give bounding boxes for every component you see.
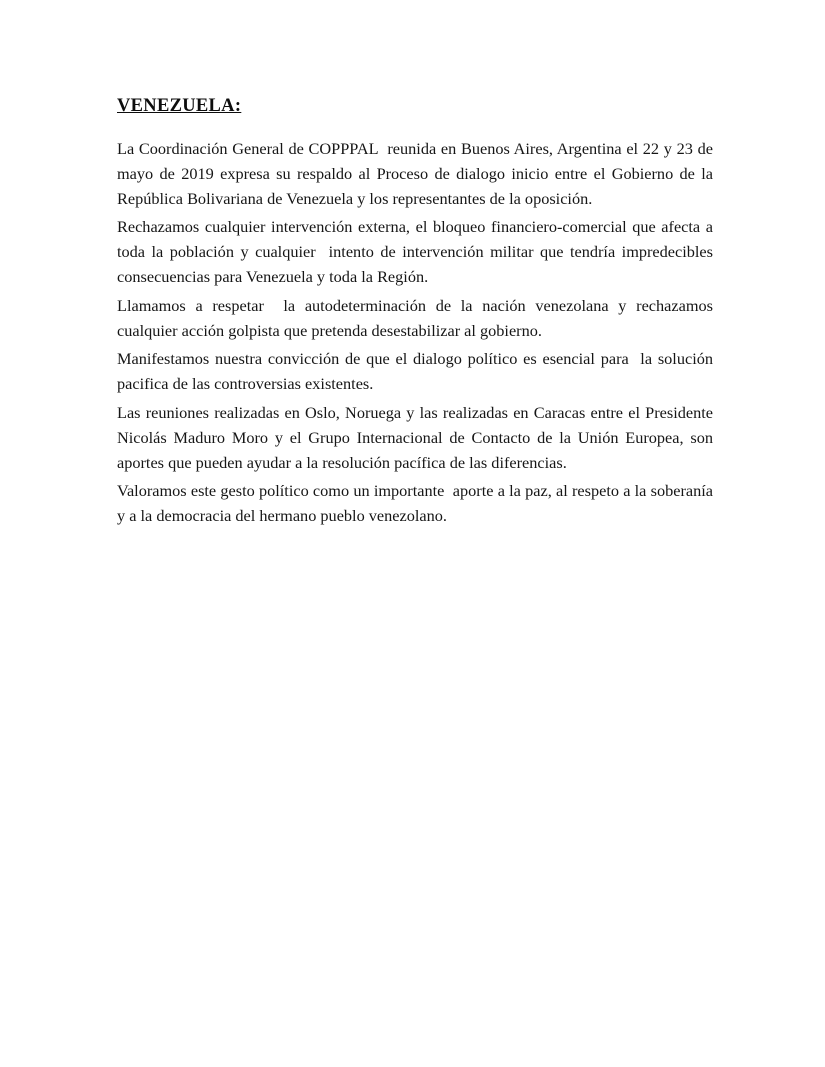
paragraph-llamamos-respetar: Llamamos a respetar la autodeterminación de la nación venezolana y rechazamos cualquier acción golpista que pretenda desestabilizar al gobierno. [117, 295, 718, 340]
paragraph-manifestamos-conviccion: Manifestamos nuestra convicción de que el dialogo político es esencial para la solución pacifica de las controversias existentes. [117, 349, 718, 394]
paragraph-coordinacion-general: La Coordinación General de COPPPAL reunida en Buenos Aires, Argentina el 22 y 23 de mayo de 2019 expresa su respaldo al Proceso de dialogo inicio entre el Gobierno de la República Bolivariana de Venezuela y los representantes de la oposición. [117, 139, 718, 208]
section-heading: VENEZUELA: [117, 96, 242, 116]
paragraph-reuniones-oslo-caracas: Las reuniones realizadas en Oslo, Noruega y las realizadas en Caracas entre el Presidente Nicolás Maduro Moro y el Grupo Internacional de Contacto de la Unión Europea, son aportes que pueden ayudar a la resolución pacífica de las diferencias. [117, 402, 718, 472]
paragraph-rechazamos-intervencion: Rechazamos cualquier intervención externa, el bloqueo financiero-comercial que afecta a toda la población y cualquier intento de intervención militar que tendría impredecibles consecuencias para Venezuela y toda la Región. [117, 217, 718, 286]
document-content [117, 95, 718, 533]
paragraph-valoramos-gesto: Valoramos este gesto político como un importante aporte a la paz, al respeto a la soberanía y a la democracia del hermano pueblo venezolano. [117, 481, 718, 526]
